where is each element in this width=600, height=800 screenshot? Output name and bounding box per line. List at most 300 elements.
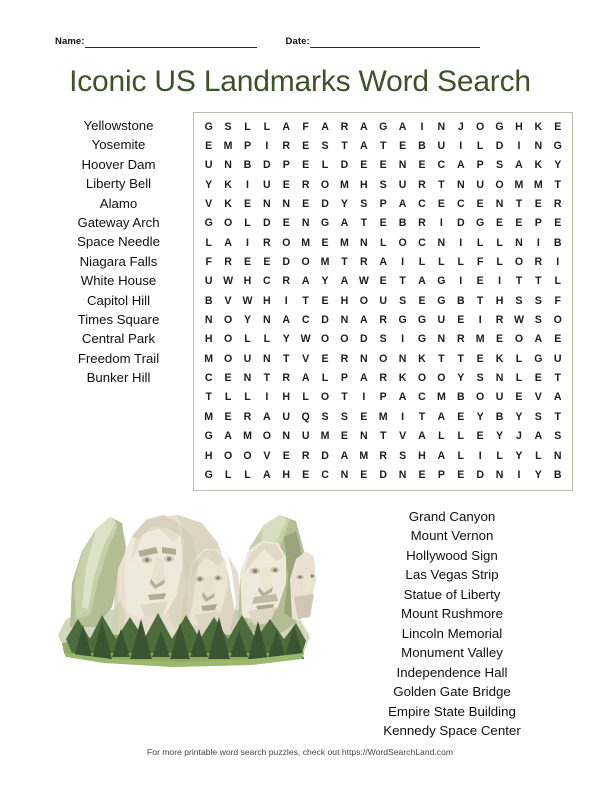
grid-cell-8-13[interactable]: I: [459, 275, 463, 288]
grid-cell-1-1[interactable]: M: [223, 140, 233, 153]
grid-cell-16-2[interactable]: M: [243, 430, 252, 443]
grid-cell-4-11[interactable]: C: [418, 198, 426, 211]
grid-cell-0-9[interactable]: G: [379, 120, 388, 133]
grid-cell-16-13[interactable]: L: [457, 430, 465, 443]
grid-cell-16-12[interactable]: L: [438, 430, 445, 443]
word-item-left-10[interactable]: Times Square: [77, 312, 160, 328]
grid-cell-13-1[interactable]: E: [224, 372, 232, 385]
word-item-right-6[interactable]: Lincoln Memorial: [401, 625, 503, 641]
grid-cell-14-10[interactable]: A: [398, 391, 407, 404]
grid-cell-4-1[interactable]: K: [224, 198, 232, 211]
grid-cell-13-2[interactable]: N: [243, 372, 252, 385]
grid-cell-18-7[interactable]: N: [340, 468, 349, 481]
grid-cell-12-10[interactable]: N: [398, 352, 407, 365]
word-item-left-0[interactable]: Yellowstone: [83, 118, 154, 133]
grid-cell-7-14[interactable]: F: [476, 256, 484, 269]
grid-cell-0-2[interactable]: L: [244, 120, 251, 133]
grid-cell-1-8[interactable]: A: [359, 140, 368, 153]
grid-cell-4-7[interactable]: Y: [340, 198, 348, 211]
grid-cell-18-18[interactable]: B: [553, 468, 562, 481]
grid-cell-16-8[interactable]: N: [359, 430, 368, 443]
grid-cell-12-12[interactable]: T: [438, 352, 445, 365]
grid-cell-16-5[interactable]: U: [301, 430, 310, 443]
word-item-left-11[interactable]: Central Park: [81, 331, 156, 347]
grid-cell-13-13[interactable]: Y: [457, 372, 465, 385]
grid-cell-13-7[interactable]: P: [340, 372, 348, 385]
word-item-left-12[interactable]: Freedom Trail: [77, 350, 160, 366]
grid-cell-18-12[interactable]: P: [437, 468, 445, 481]
grid-cell-7-13[interactable]: L: [457, 256, 465, 269]
grid-cell-12-7[interactable]: R: [340, 352, 349, 365]
grid-cell-10-15[interactable]: R: [495, 314, 504, 327]
grid-cell-17-7[interactable]: A: [340, 449, 349, 462]
grid-cell-0-6[interactable]: A: [321, 120, 329, 133]
grid-cell-2-7[interactable]: D: [340, 159, 349, 172]
word-item-right-8[interactable]: Independence Hall: [396, 664, 508, 680]
grid-cell-5-14[interactable]: G: [476, 217, 485, 230]
grid-cell-2-2[interactable]: B: [243, 159, 252, 172]
grid-cell-17-15[interactable]: L: [496, 449, 503, 462]
grid-cell-5-3[interactable]: D: [263, 217, 271, 230]
grid-cell-2-0[interactable]: U: [204, 159, 213, 172]
grid-cell-4-12[interactable]: E: [437, 198, 445, 211]
grid-cell-18-10[interactable]: N: [398, 468, 407, 481]
grid-cell-16-1[interactable]: A: [224, 430, 232, 443]
grid-cell-4-15[interactable]: N: [495, 198, 504, 211]
grid-cell-4-5[interactable]: E: [302, 198, 310, 211]
grid-cell-13-11[interactable]: O: [417, 372, 427, 385]
grid-cell-8-8[interactable]: W: [358, 275, 369, 288]
grid-cell-17-9[interactable]: R: [379, 449, 388, 462]
grid-cell-14-1[interactable]: L: [224, 391, 232, 404]
word-item-right-5[interactable]: Mount Rushmore: [401, 606, 503, 622]
grid-cell-15-17[interactable]: S: [534, 410, 542, 423]
grid-cell-11-5[interactable]: W: [300, 333, 311, 346]
grid-cell-12-16[interactable]: L: [515, 352, 523, 365]
grid-cell-16-4[interactable]: N: [282, 430, 291, 443]
grid-cell-9-15[interactable]: H: [495, 294, 504, 307]
grid-cell-2-8[interactable]: E: [360, 159, 368, 172]
grid-cell-3-17[interactable]: M: [533, 178, 543, 191]
grid-cell-17-11[interactable]: H: [418, 449, 426, 462]
grid-cell-5-11[interactable]: R: [418, 217, 426, 230]
grid-cell-12-18[interactable]: U: [553, 352, 562, 365]
grid-cell-1-15[interactable]: D: [495, 140, 504, 153]
grid-cell-14-0[interactable]: T: [205, 391, 212, 404]
grid-cell-13-6[interactable]: L: [321, 372, 329, 385]
grid-cell-5-2[interactable]: L: [244, 217, 251, 230]
grid-cell-10-0[interactable]: N: [204, 314, 213, 327]
grid-cell-0-7[interactable]: R: [340, 120, 349, 133]
word-item-left-1[interactable]: Yosemite: [91, 137, 146, 153]
grid-cell-14-4[interactable]: H: [282, 391, 291, 404]
grid-cell-5-4[interactable]: E: [282, 217, 290, 230]
grid-cell-2-3[interactable]: D: [263, 159, 271, 172]
grid-cell-9-4[interactable]: I: [284, 294, 288, 307]
grid-cell-11-2[interactable]: L: [244, 333, 251, 346]
grid-cell-5-8[interactable]: T: [360, 217, 368, 230]
grid-cell-10-13[interactable]: E: [457, 314, 465, 327]
grid-cell-15-15[interactable]: B: [495, 410, 504, 423]
word-item-left-13[interactable]: Bunker Hill: [86, 370, 151, 386]
grid-cell-16-15[interactable]: Y: [496, 430, 504, 443]
grid-cell-6-3[interactable]: R: [263, 236, 271, 249]
grid-cell-1-18[interactable]: G: [553, 140, 562, 153]
grid-cell-3-4[interactable]: E: [282, 178, 290, 191]
grid-cell-1-10[interactable]: E: [399, 140, 407, 153]
grid-cell-1-11[interactable]: B: [418, 140, 426, 153]
grid-cell-7-5[interactable]: O: [301, 256, 310, 269]
grid-cell-9-17[interactable]: S: [534, 294, 542, 307]
grid-cell-4-16[interactable]: T: [515, 198, 523, 211]
grid-cell-18-3[interactable]: A: [263, 468, 271, 481]
grid-cell-16-11[interactable]: A: [418, 430, 426, 443]
grid-cell-0-5[interactable]: F: [302, 120, 309, 133]
grid-cell-4-9[interactable]: P: [379, 198, 387, 211]
grid-cell-14-3[interactable]: I: [265, 391, 269, 404]
grid-cell-8-10[interactable]: T: [399, 275, 406, 288]
grid-cell-18-5[interactable]: E: [302, 468, 310, 481]
grid-cell-13-15[interactable]: N: [495, 372, 504, 385]
grid-cell-7-3[interactable]: E: [263, 256, 271, 269]
grid-cell-0-10[interactable]: A: [398, 120, 407, 133]
grid-cell-8-16[interactable]: T: [515, 275, 523, 288]
grid-cell-10-2[interactable]: Y: [243, 314, 252, 327]
grid-cell-17-8[interactable]: M: [359, 449, 369, 462]
grid-cell-17-4[interactable]: E: [282, 449, 290, 462]
grid-cell-0-8[interactable]: A: [359, 120, 368, 133]
grid-cell-3-0[interactable]: Y: [205, 178, 213, 191]
grid-cell-11-14[interactable]: M: [475, 333, 485, 346]
grid-cell-12-5[interactable]: V: [302, 352, 310, 365]
grid-cell-6-18[interactable]: B: [553, 236, 562, 249]
grid-cell-12-11[interactable]: K: [418, 352, 426, 365]
grid-cell-6-17[interactable]: I: [536, 236, 540, 249]
grid-cell-9-3[interactable]: H: [263, 294, 271, 307]
grid-cell-5-6[interactable]: G: [320, 217, 330, 230]
grid-cell-14-13[interactable]: B: [456, 391, 465, 404]
grid-cell-4-6[interactable]: D: [321, 198, 329, 211]
grid-cell-5-12[interactable]: I: [439, 217, 443, 230]
grid-cell-2-17[interactable]: K: [534, 159, 543, 172]
grid-cell-12-3[interactable]: N: [263, 352, 271, 365]
grid-cell-7-2[interactable]: E: [243, 256, 252, 269]
grid-cell-1-4[interactable]: R: [282, 140, 291, 153]
grid-cell-11-16[interactable]: O: [514, 333, 524, 346]
grid-cell-18-13[interactable]: E: [457, 468, 465, 481]
grid-cell-14-18[interactable]: A: [553, 391, 562, 404]
grid-cell-13-18[interactable]: T: [554, 372, 561, 385]
word-item-left-9[interactable]: Capitol Hill: [86, 292, 151, 308]
grid-cell-6-10[interactable]: O: [398, 236, 407, 249]
grid-cell-3-11[interactable]: R: [418, 178, 426, 191]
grid-cell-10-7[interactable]: N: [340, 314, 349, 327]
grid-cell-7-16[interactable]: O: [514, 256, 524, 269]
grid-cell-1-14[interactable]: L: [476, 140, 484, 153]
grid-cell-1-7[interactable]: T: [341, 140, 348, 153]
grid-cell-10-4[interactable]: A: [282, 314, 291, 327]
grid-cell-12-17[interactable]: G: [534, 352, 543, 365]
grid-cell-0-17[interactable]: K: [534, 120, 543, 133]
grid-cell-17-18[interactable]: N: [553, 449, 562, 462]
grid-cell-7-15[interactable]: L: [496, 256, 503, 269]
grid-cell-16-10[interactable]: V: [399, 430, 407, 443]
grid-cell-9-13[interactable]: B: [456, 294, 465, 307]
grid-cell-6-8[interactable]: N: [359, 236, 368, 249]
grid-cell-0-1[interactable]: S: [224, 120, 232, 133]
grid-cell-0-4[interactable]: A: [282, 120, 291, 133]
grid-cell-9-12[interactable]: G: [437, 294, 446, 307]
grid-cell-16-14[interactable]: E: [476, 430, 484, 443]
grid-cell-4-0[interactable]: V: [205, 198, 213, 211]
grid-cell-7-12[interactable]: L: [438, 256, 445, 269]
grid-cell-11-6[interactable]: O: [320, 333, 330, 346]
grid-cell-17-14[interactable]: I: [478, 449, 482, 462]
grid-cell-3-3[interactable]: U: [263, 178, 271, 191]
grid-cell-17-5[interactable]: R: [301, 449, 310, 462]
grid-cell-6-5[interactable]: M: [301, 236, 311, 249]
grid-cell-13-8[interactable]: A: [359, 372, 368, 385]
grid-cell-9-5[interactable]: T: [302, 294, 309, 307]
grid-cell-17-17[interactable]: L: [535, 449, 542, 462]
grid-cell-15-1[interactable]: E: [224, 410, 232, 423]
grid-cell-9-7[interactable]: H: [340, 294, 349, 307]
grid-cell-10-6[interactable]: D: [321, 314, 329, 327]
grid-cell-15-5[interactable]: Q: [301, 410, 310, 423]
grid-cell-17-6[interactable]: D: [321, 449, 329, 462]
grid-cell-12-15[interactable]: K: [495, 352, 504, 365]
word-search-grid[interactable]: [199, 117, 567, 485]
grid-cell-9-0[interactable]: B: [204, 294, 213, 307]
grid-cell-9-16[interactable]: S: [515, 294, 523, 307]
grid-cell-17-16[interactable]: Y: [515, 449, 523, 462]
grid-cell-11-15[interactable]: E: [496, 333, 504, 346]
grid-cell-12-1[interactable]: O: [223, 352, 233, 365]
grid-cell-11-17[interactable]: A: [534, 333, 543, 346]
grid-cell-8-0[interactable]: U: [204, 275, 213, 288]
word-item-left-3[interactable]: Liberty Bell: [85, 176, 152, 192]
grid-cell-15-16[interactable]: Y: [515, 410, 523, 423]
grid-cell-15-7[interactable]: S: [340, 410, 348, 423]
grid-cell-18-6[interactable]: C: [321, 468, 329, 481]
grid-cell-4-3[interactable]: N: [263, 198, 271, 211]
grid-cell-17-0[interactable]: H: [204, 449, 213, 462]
grid-cell-0-18[interactable]: E: [554, 120, 562, 133]
grid-cell-1-6[interactable]: S: [321, 140, 329, 153]
grid-cell-2-13[interactable]: A: [456, 159, 465, 172]
grid-cell-4-14[interactable]: E: [476, 198, 484, 211]
grid-cell-12-14[interactable]: E: [476, 352, 484, 365]
grid-cell-16-18[interactable]: S: [554, 430, 562, 443]
grid-cell-5-9[interactable]: E: [379, 217, 387, 230]
grid-cell-0-12[interactable]: N: [437, 120, 446, 133]
grid-cell-1-0[interactable]: E: [205, 140, 213, 153]
grid-cell-3-6[interactable]: O: [320, 178, 330, 191]
grid-cell-4-18[interactable]: R: [553, 198, 562, 211]
grid-cell-4-13[interactable]: C: [456, 198, 465, 211]
grid-cell-15-18[interactable]: T: [554, 410, 561, 423]
word-item-right-9[interactable]: Golden Gate Bridge: [393, 684, 511, 700]
grid-cell-7-1[interactable]: R: [224, 256, 232, 269]
grid-cell-8-3[interactable]: C: [263, 275, 271, 288]
date-input-line[interactable]: [310, 37, 480, 48]
grid-cell-5-0[interactable]: G: [204, 217, 213, 230]
grid-cell-13-14[interactable]: S: [476, 372, 484, 385]
grid-cell-4-8[interactable]: S: [360, 198, 368, 211]
word-item-left-8[interactable]: White House: [80, 273, 157, 289]
grid-cell-11-3[interactable]: L: [263, 333, 271, 346]
grid-cell-6-9[interactable]: L: [379, 236, 387, 249]
grid-cell-6-16[interactable]: N: [515, 236, 523, 249]
grid-cell-6-15[interactable]: L: [496, 236, 503, 249]
grid-cell-11-0[interactable]: H: [204, 333, 213, 346]
grid-cell-11-12[interactable]: N: [437, 333, 446, 346]
grid-cell-11-4[interactable]: Y: [282, 333, 290, 346]
grid-cell-9-18[interactable]: F: [554, 294, 561, 307]
grid-cell-7-9[interactable]: A: [379, 256, 388, 269]
grid-cell-3-10[interactable]: U: [398, 178, 407, 191]
grid-cell-9-11[interactable]: E: [418, 294, 426, 307]
grid-cell-3-2[interactable]: I: [246, 178, 249, 191]
grid-cell-17-12[interactable]: A: [437, 449, 446, 462]
grid-cell-5-10[interactable]: B: [398, 217, 407, 230]
grid-cell-4-4[interactable]: N: [282, 198, 291, 211]
grid-cell-7-10[interactable]: I: [401, 256, 405, 269]
grid-cell-11-9[interactable]: S: [379, 333, 387, 346]
grid-cell-14-12[interactable]: M: [436, 391, 446, 404]
grid-cell-11-13[interactable]: R: [456, 333, 465, 346]
grid-cell-13-5[interactable]: A: [301, 372, 310, 385]
grid-cell-3-13[interactable]: N: [456, 178, 465, 191]
grid-cell-9-9[interactable]: U: [379, 294, 388, 307]
grid-cell-18-17[interactable]: Y: [534, 468, 542, 481]
grid-cell-11-18[interactable]: E: [554, 333, 562, 346]
grid-cell-8-18[interactable]: L: [554, 275, 561, 288]
grid-cell-7-7[interactable]: T: [341, 256, 348, 269]
grid-cell-7-6[interactable]: M: [320, 256, 330, 269]
grid-cell-14-2[interactable]: L: [244, 391, 251, 404]
grid-cell-0-3[interactable]: L: [263, 120, 271, 133]
grid-cell-17-13[interactable]: L: [457, 449, 465, 462]
grid-cell-9-14[interactable]: T: [476, 294, 484, 307]
grid-cell-16-16[interactable]: J: [515, 430, 522, 443]
grid-cell-4-10[interactable]: A: [398, 198, 407, 211]
grid-cell-16-9[interactable]: T: [379, 430, 387, 443]
grid-cell-15-2[interactable]: R: [243, 410, 252, 423]
word-item-right-0[interactable]: Grand Canyon: [408, 508, 496, 524]
word-item-left-4[interactable]: Alamo: [99, 195, 138, 211]
grid-cell-8-11[interactable]: A: [418, 275, 426, 288]
grid-cell-6-11[interactable]: C: [418, 236, 426, 249]
grid-cell-2-14[interactable]: P: [476, 159, 484, 172]
word-item-right-7[interactable]: Monument Valley: [401, 645, 503, 661]
grid-cell-17-3[interactable]: V: [263, 449, 271, 462]
word-item-right-1[interactable]: Mount Vernon: [410, 528, 494, 544]
grid-cell-13-17[interactable]: E: [534, 372, 542, 385]
grid-cell-13-9[interactable]: R: [379, 372, 388, 385]
grid-cell-10-14[interactable]: I: [478, 314, 482, 327]
grid-cell-1-16[interactable]: I: [517, 140, 521, 153]
grid-cell-0-11[interactable]: I: [420, 120, 424, 133]
grid-cell-5-17[interactable]: P: [534, 217, 542, 230]
grid-cell-5-7[interactable]: A: [340, 217, 349, 230]
grid-cell-0-0[interactable]: G: [204, 120, 213, 133]
grid-cell-2-4[interactable]: P: [282, 159, 290, 172]
grid-cell-3-8[interactable]: H: [359, 178, 368, 191]
grid-cell-7-17[interactable]: R: [534, 256, 543, 269]
grid-cell-12-13[interactable]: T: [457, 352, 465, 365]
grid-cell-2-5[interactable]: E: [302, 159, 310, 172]
grid-cell-6-13[interactable]: I: [459, 236, 463, 249]
grid-cell-5-16[interactable]: E: [515, 217, 523, 230]
grid-cell-5-13[interactable]: D: [456, 217, 465, 230]
grid-cell-18-8[interactable]: E: [360, 468, 368, 481]
grid-cell-11-10[interactable]: I: [401, 333, 405, 346]
grid-cell-7-0[interactable]: F: [205, 256, 212, 269]
grid-cell-7-4[interactable]: D: [282, 256, 291, 269]
grid-cell-2-1[interactable]: N: [224, 159, 232, 172]
grid-cell-13-16[interactable]: L: [515, 372, 523, 385]
grid-cell-15-0[interactable]: M: [204, 410, 214, 423]
grid-cell-12-8[interactable]: N: [359, 352, 368, 365]
grid-cell-16-0[interactable]: G: [204, 430, 213, 443]
grid-cell-14-5[interactable]: L: [302, 391, 309, 404]
grid-cell-12-9[interactable]: O: [379, 352, 388, 365]
grid-cell-3-5[interactable]: R: [301, 178, 310, 191]
grid-cell-15-14[interactable]: Y: [476, 410, 484, 423]
grid-cell-8-12[interactable]: G: [437, 275, 446, 288]
grid-cell-8-9[interactable]: E: [379, 275, 387, 288]
word-item-left-7[interactable]: Niagara Falls: [79, 253, 158, 269]
grid-cell-6-7[interactable]: M: [340, 236, 349, 249]
grid-cell-0-15[interactable]: G: [495, 120, 504, 133]
grid-cell-6-4[interactable]: O: [282, 236, 291, 249]
grid-cell-15-10[interactable]: I: [401, 410, 405, 423]
grid-cell-9-8[interactable]: O: [359, 294, 368, 307]
grid-cell-15-3[interactable]: A: [263, 410, 271, 423]
grid-cell-18-2[interactable]: L: [244, 468, 251, 481]
grid-cell-10-9[interactable]: R: [379, 314, 388, 327]
grid-cell-0-16[interactable]: H: [515, 120, 523, 133]
grid-cell-16-17[interactable]: A: [534, 430, 543, 443]
word-item-left-6[interactable]: Space Needle: [77, 234, 160, 250]
grid-cell-3-15[interactable]: O: [495, 178, 504, 191]
grid-cell-10-3[interactable]: N: [263, 314, 271, 327]
grid-cell-10-11[interactable]: G: [417, 314, 427, 327]
grid-cell-9-10[interactable]: S: [399, 294, 407, 307]
grid-cell-14-17[interactable]: V: [534, 391, 542, 404]
word-item-left-5[interactable]: Gateway Arch: [77, 215, 160, 231]
grid-cell-15-11[interactable]: T: [418, 410, 426, 423]
grid-cell-2-15[interactable]: S: [496, 159, 504, 172]
grid-cell-12-6[interactable]: E: [321, 352, 329, 365]
grid-cell-8-6[interactable]: Y: [321, 275, 329, 288]
word-item-left-2[interactable]: Hoover Dam: [81, 156, 156, 172]
grid-cell-10-10[interactable]: G: [398, 314, 407, 327]
grid-cell-9-2[interactable]: W: [242, 294, 253, 307]
word-search-grid-container[interactable]: [193, 112, 573, 491]
grid-cell-10-1[interactable]: O: [223, 314, 233, 327]
grid-cell-4-17[interactable]: E: [534, 198, 542, 211]
grid-cell-10-8[interactable]: A: [359, 314, 368, 327]
grid-cell-17-10[interactable]: S: [399, 449, 407, 462]
grid-cell-8-1[interactable]: W: [223, 275, 234, 288]
grid-cell-16-6[interactable]: M: [320, 430, 330, 443]
grid-cell-14-7[interactable]: T: [341, 391, 348, 404]
grid-cell-1-5[interactable]: E: [302, 140, 310, 153]
grid-cell-2-12[interactable]: C: [437, 159, 446, 172]
grid-cell-11-11[interactable]: G: [417, 333, 427, 346]
